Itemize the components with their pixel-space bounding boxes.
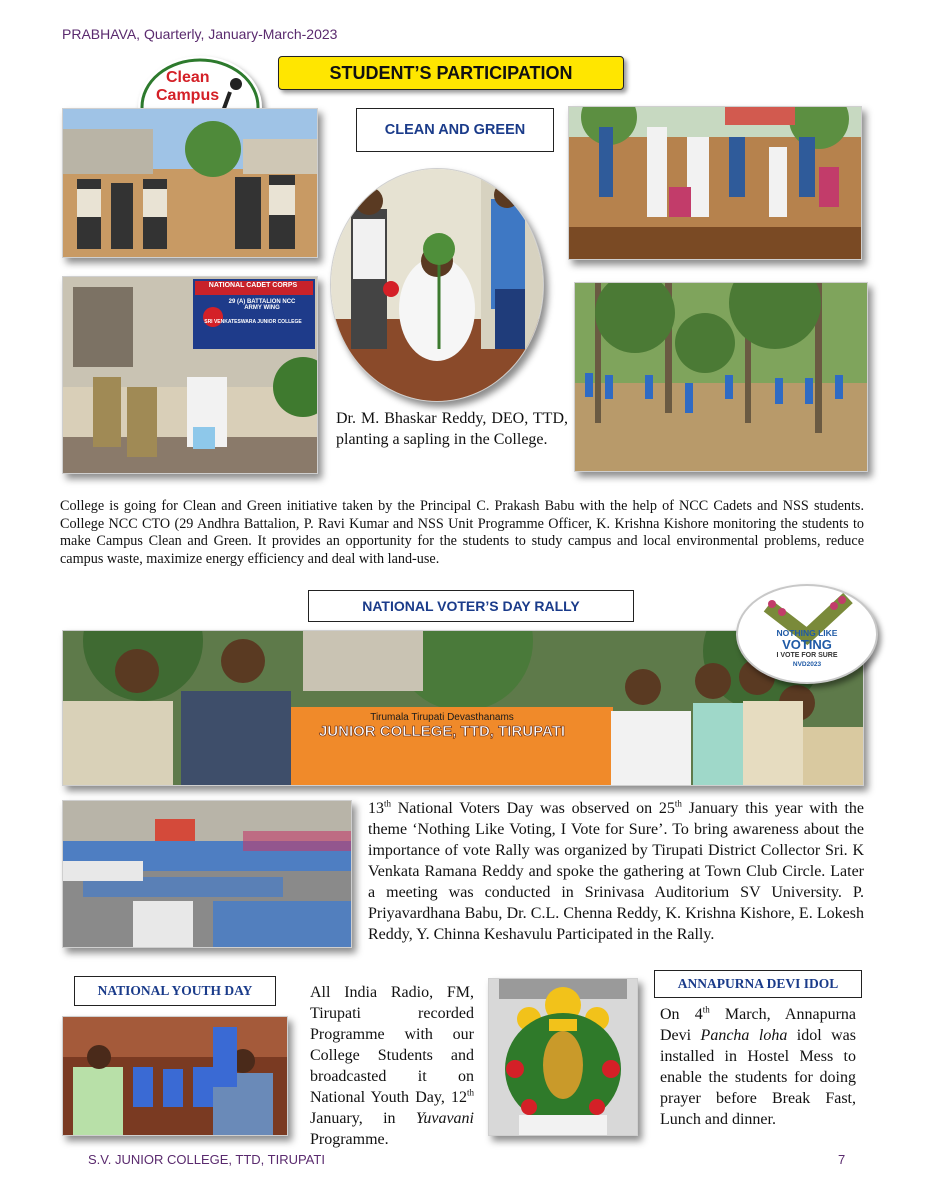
photo-rally-crowd bbox=[62, 800, 352, 948]
photo-plantation-group bbox=[62, 108, 318, 258]
youth-day-italic: Yuvavani bbox=[415, 1110, 474, 1127]
ncc-banner bbox=[194, 281, 312, 347]
badge-line2: VOTING bbox=[782, 637, 832, 652]
youth-day-sup: th bbox=[466, 1087, 474, 1098]
voters-day-paragraph bbox=[368, 798, 864, 945]
logo-line2: Campus bbox=[156, 87, 220, 104]
footer-college-name: S.V. JUNIOR COLLEGE, TTD, TIRUPATI bbox=[88, 1152, 325, 1167]
voters-day-text-1: National Voters Day was observed on 25 bbox=[391, 800, 675, 817]
badge-line3: I VOTE FOR SURE bbox=[776, 652, 838, 659]
annapurna-text-3: idol was installed in Hostel Mess to enable the students for doing prayer before Break Fast, Lunch and dinner. bbox=[660, 1027, 856, 1128]
photo-students-grove bbox=[574, 282, 868, 472]
annapurna-sup: th bbox=[702, 1004, 710, 1015]
photo-deo-planting bbox=[330, 168, 544, 402]
annapurna-italic: Pancha loha bbox=[700, 1027, 788, 1044]
ncc-banner-line4: SRI VENKATESWARA JUNIOR COLLEGE bbox=[204, 319, 302, 325]
annapurna-paragraph bbox=[660, 1004, 856, 1130]
photo-caption: Dr. M. Bhaskar Reddy, DEO, TTD, planting a sapling in the College. bbox=[336, 410, 568, 448]
rally-banner bbox=[272, 712, 612, 739]
nvd2023-badge bbox=[736, 584, 878, 684]
logo-line1: Clean bbox=[166, 69, 210, 86]
rally-banner-line2: JUNIOR COLLEGE, TTD, TIRUPATI bbox=[318, 723, 566, 739]
badge-line4: NVD2023 bbox=[792, 661, 822, 668]
clean-green-heading: CLEAN AND GREEN bbox=[356, 108, 554, 152]
annapurna-text-2: March, Annapurna Devi bbox=[660, 1006, 856, 1044]
annapurna-text-1: On 4 bbox=[660, 1006, 703, 1023]
youth-day-text-1: All India Radio, FM, Tirupati recorded Programme with our College Students and broadcasted it on National Youth Day, 12 bbox=[310, 984, 474, 1106]
section-title: STUDENT’S PARTICIPATION bbox=[278, 56, 624, 90]
voters-day-text-2: January this year with the theme ‘Nothing Like Voting, I Vote for Sure’. To bring awareness about the importance of vote Rally was organized by Tirupati District Collector Sri. K Venkata Ramana Reddy and spoke the gathering at Town Club Circle. Later a meeting was conducted in Srinivasa Auditorium SV University. P. Priyavardhana Babu, Dr. C.L. Chenna Reddy, K. Krishna Kishore, E. Lokesh Reddy, Y. Chinna Keshavulu Participated in the Rally. bbox=[368, 800, 864, 943]
voters-day-text-ordinal: 13 bbox=[368, 800, 384, 817]
ncc-banner-line1: NATIONAL CADET CORPS bbox=[208, 282, 298, 289]
photo-group-planting bbox=[568, 106, 862, 260]
badge-line1: NOTHING LIKE bbox=[776, 628, 838, 638]
youth-day-text-2: January, in bbox=[310, 1110, 416, 1127]
voters-day-sup1: th bbox=[384, 798, 392, 809]
youth-day-heading: NATIONAL YOUTH DAY bbox=[74, 976, 276, 1006]
annapurna-heading: ANNAPURNA DEVI IDOL bbox=[654, 970, 862, 998]
ncc-banner-line2: 29 (A) BATTALION NCC bbox=[228, 299, 296, 305]
clean-green-paragraph: College is going for Clean and Green initiative taken by the Principal C. Prakash Babu with the help of NCC Cadets and NSS students. College NCC CTO (29 Andhra Battalion, P. Ravi Kumar and NSS Unit Programme Officer, K. Krishna Kishore monitoring the students to make Campus Clean and Green. It provides an opportunity for the students to study campus and local environmental problems, reduce campus waste, maximize energy efficiency and deal with land-use. bbox=[60, 498, 864, 567]
ncc-banner-line3: ARMY WING bbox=[244, 305, 280, 311]
voters-day-sup2: th bbox=[674, 798, 682, 809]
youth-day-paragraph bbox=[310, 982, 474, 1150]
photo-youth-day-radio bbox=[62, 1016, 288, 1136]
page-number: 7 bbox=[838, 1152, 846, 1167]
photo-annapurna-idol bbox=[488, 978, 638, 1136]
page-header: PRABHAVA, Quarterly, January-March-2023 bbox=[62, 26, 338, 42]
voters-day-heading: NATIONAL VOTER’S DAY RALLY bbox=[308, 590, 634, 622]
rally-banner-line1: Tirumala Tirupati Devasthanams bbox=[370, 712, 514, 723]
youth-day-text-3: Programme. bbox=[310, 1131, 389, 1148]
